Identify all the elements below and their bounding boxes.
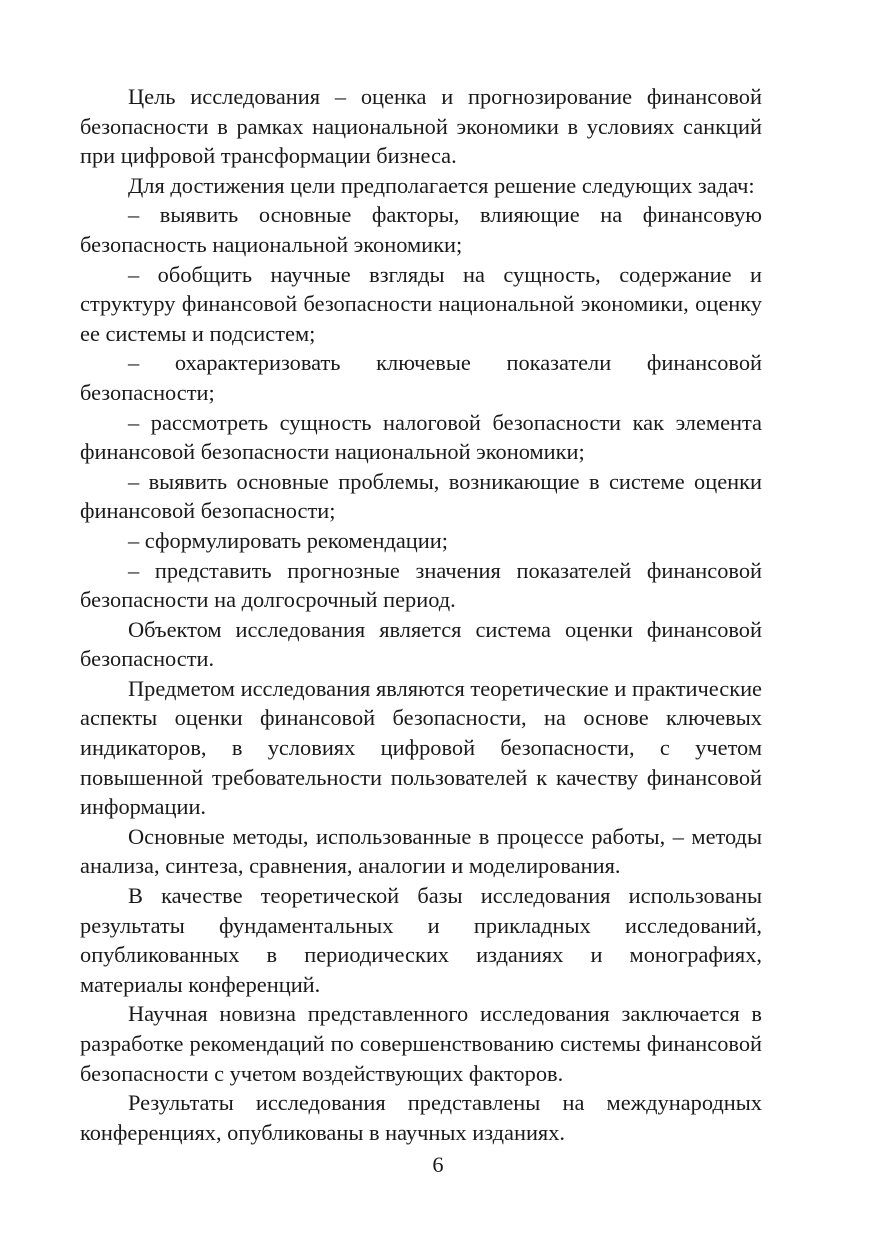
list-item-task: – обобщить научные взгляды на сущность, содержание и структуру финансовой безопасности национальной экономики, оценку ее системы и подсистем;: [80, 261, 762, 346]
page-number: 6: [432, 1152, 444, 1177]
list-item-task: – выявить основные факторы, влияющие на финансовую безопасность национальной экономики;: [80, 202, 762, 257]
paragraph-novelty: Научная новизна представленного исследования заключается в разработке рекомендаций по совершенствованию системы финансовой безопасности с учетом воздействующих факторов.: [80, 1001, 762, 1086]
list-item-task: – представить прогнозные значения показателей финансовой безопасности на долгосрочный период.: [80, 557, 762, 613]
paragraph-subject: Предметом исследования являются теоретические и практические аспекты оценки финансовой безопасности, на основе ключевых индикаторов, в условиях цифровой безопасности, с учетом повышенной требовательности пользователей к качеству финансовой информации.: [80, 675, 762, 820]
list-item-task: – рассмотреть сущность налоговой безопасности как элемента финансовой безопасности национальной экономики;: [80, 409, 762, 465]
paragraph-tasks-intro: Для достижения цели предполагается решение следующих задач:: [128, 172, 755, 198]
paragraph-theoretical-base: В качестве теоретической базы исследования использованы результаты фундаментальных и прикладных исследований, опубликованных в периодических изданиях и монографиях, материалы конференций.: [80, 883, 762, 997]
paragraph-results: Результаты исследования представлены на международных конференциях, опубликованы в научных изданиях.: [80, 1090, 762, 1145]
body-text: [80, 82, 762, 1147]
paragraph-object: Объектом исследования является система оценки финансовой безопасности.: [80, 616, 762, 672]
paragraph-methods: Основные методы, использованные в процессе работы, – методы анализа, синтеза, сравнения, аналогии и моделирования.: [80, 823, 762, 879]
list-item-task: – охарактеризовать ключевые показатели финансовой безопасности;: [80, 350, 762, 405]
list-item-task: – выявить основные проблемы, возникающие в системе оценки финансовой безопасности;: [80, 468, 762, 524]
list-item-task: – сформулировать рекомендации;: [128, 527, 448, 553]
paragraph-goal: Цель исследования – оценка и прогнозирование финансовой безопасности в рамках национальной экономики в условиях санкций при цифровой трансформации бизнеса.: [80, 84, 762, 169]
